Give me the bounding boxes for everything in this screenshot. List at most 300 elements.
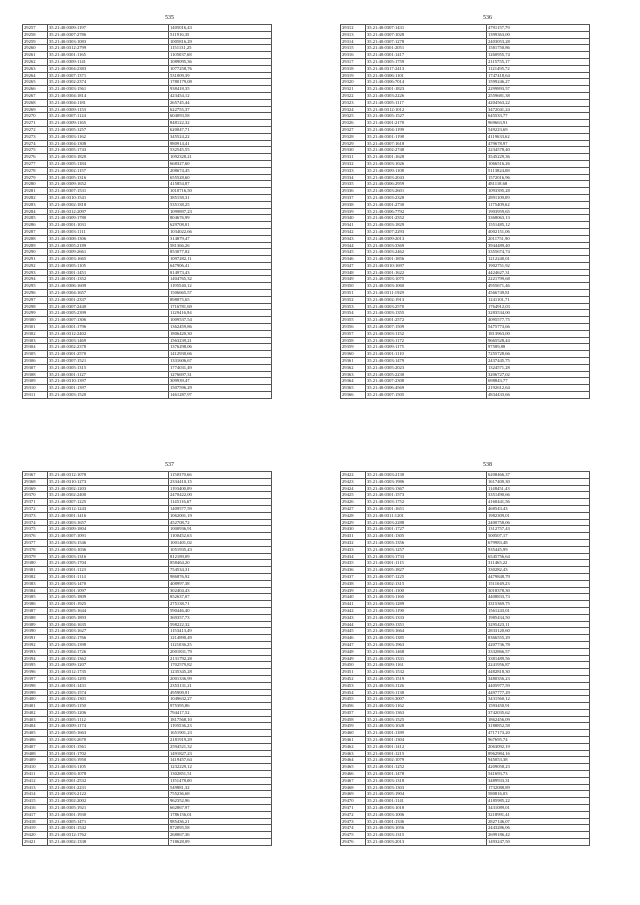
cadastral-value-cell: 479678,97 xyxy=(487,140,590,147)
cadastral-value-cell: 1985434,50 xyxy=(487,614,590,621)
row-number-cell: 29288 xyxy=(23,235,48,242)
cadastral-value-cell: 3355674,74 xyxy=(487,249,590,256)
row-number-cell: 29445 xyxy=(341,628,366,635)
row-number-cell: 29474 xyxy=(341,825,366,832)
cadastral-value-cell: 4955671,46 xyxy=(487,283,590,290)
cadastral-number-cell: 35.21:40:0310:1273 xyxy=(48,478,169,485)
cadastral-value-cell: 1902751,92 xyxy=(487,262,590,269)
cadastral-number-cell: 35.21:40:0304:1726 xyxy=(48,648,169,655)
cadastral-number-cell: 35.21:40:0301:1417 xyxy=(366,52,487,59)
document-page xyxy=(340,14,635,399)
cadastral-number-cell: 35.21:40:0309:2661 xyxy=(48,249,169,256)
cadastral-number-cell: 35.21:40:0301:1561 xyxy=(48,743,169,750)
cadastral-value-cell: 1461287,97 xyxy=(169,392,272,399)
cadastral-number-cell: 35.21:40:0304:1199 xyxy=(366,126,487,133)
table-row xyxy=(341,655,590,662)
cadastral-number-cell: 35.21:40:0303:1315 xyxy=(366,832,487,839)
row-number-cell: 29267 xyxy=(23,92,48,99)
cadastral-number-cell: 35.21:40:0303:2122 xyxy=(48,791,169,798)
cadastral-number-cell: 35.21:40:0303:1950 xyxy=(48,757,169,764)
cadastral-value-cell: 531009,39 xyxy=(169,72,272,79)
cadastral-value-cell: 5113824,08 xyxy=(487,167,590,174)
row-number-cell: 29354 xyxy=(341,310,366,317)
row-number-cell: 29300 xyxy=(23,317,48,324)
row-number-cell: 29295 xyxy=(23,283,48,290)
table-row xyxy=(341,72,590,79)
cadastral-number-cell: 35.21:40:0303:1026 xyxy=(366,160,487,167)
cadastral-value-cell: 1099897,23 xyxy=(169,208,272,215)
table-row xyxy=(23,709,272,716)
table-row xyxy=(23,147,272,154)
cadastral-value-cell: 2891109,09 xyxy=(487,194,590,201)
row-number-cell: 29270 xyxy=(23,113,48,120)
row-number-cell: 29360 xyxy=(341,351,366,358)
cadastral-number-cell: 35.21:40:0312:2799 xyxy=(48,45,169,52)
row-number-cell: 29272 xyxy=(23,126,48,133)
table-row xyxy=(341,99,590,106)
cadastral-value-cell: 1786156,01 xyxy=(169,811,272,818)
row-number-cell: 29307 xyxy=(23,364,48,371)
cadastral-number-cell: 35.21:40:0303:1398 xyxy=(48,641,169,648)
cadastral-value-cell: 662867,97 xyxy=(169,805,272,812)
cadastral-value-cell: 4497777,29 xyxy=(487,689,590,696)
row-number-cell: 29304 xyxy=(23,344,48,351)
row-number-cell: 29461 xyxy=(341,737,366,744)
row-number-cell: 29424 xyxy=(341,485,366,492)
row-number-cell: 29275 xyxy=(23,147,48,154)
cadastral-number-cell: 35.21:40:0303:1295 xyxy=(48,675,169,682)
cadastral-value-cell: 2443286,06 xyxy=(487,825,590,832)
table-row xyxy=(341,86,590,93)
row-number-cell: 29362 xyxy=(341,364,366,371)
table-row xyxy=(23,553,272,560)
table-row xyxy=(341,167,590,174)
document-page xyxy=(22,461,317,846)
cadastral-value-cell: 4408833,73 xyxy=(487,594,590,601)
cadastral-number-cell: 35.21:40:0301:1114 xyxy=(48,573,169,580)
row-number-cell: 29434 xyxy=(341,553,366,560)
row-number-cell: 29393 xyxy=(23,648,48,655)
table-row xyxy=(23,358,272,365)
table-row xyxy=(341,79,590,86)
cadastral-number-cell: 35.21:40:0303:1733 xyxy=(366,553,487,560)
cadastral-number-cell: 35.21:40:0303:1469 xyxy=(48,337,169,344)
table-row xyxy=(23,215,272,222)
cadastral-number-cell: 35.21:40:0301:1123 xyxy=(48,567,169,574)
cadastral-number-cell: 35.21:40:0309:1652 xyxy=(48,181,169,188)
row-number-cell: 29390 xyxy=(23,628,48,635)
table-row xyxy=(23,580,272,587)
cadastral-value-cell: 1232229,12 xyxy=(169,764,272,771)
row-number-cell: 29366 xyxy=(341,392,366,399)
table-row xyxy=(23,310,272,317)
table-row xyxy=(23,635,272,642)
table-row xyxy=(341,567,590,574)
cadastral-number-cell: 35.21:40:0304:1635 xyxy=(48,621,169,628)
cadastral-value-cell: 935445,99 xyxy=(487,546,590,553)
cadastral-value-cell: 1195540,12 xyxy=(169,283,272,290)
row-number-cell: 29431 xyxy=(341,533,366,540)
cadastral-value-cell: 938418,35 xyxy=(169,86,272,93)
cadastral-number-cell: 35.21:40:0303:1006 xyxy=(366,811,487,818)
cadastral-value-cell: 2827146,07 xyxy=(487,818,590,825)
row-number-cell: 29312 xyxy=(341,25,366,32)
table-row xyxy=(341,614,590,621)
cadastral-number-cell: 35.21:40:0302:1766 xyxy=(48,635,169,642)
cadastral-number-cell: 35.21:40:0307:2440 xyxy=(48,303,169,310)
table-row xyxy=(341,641,590,648)
table-row xyxy=(23,641,272,648)
cadastral-number-cell: 35.21:40:0305:1206 xyxy=(48,709,169,716)
row-number-cell: 29302 xyxy=(23,330,48,337)
cadastral-number-cell: 35.21:40:0305:1743 xyxy=(48,147,169,154)
cadastral-value-cell: 1491827,23 xyxy=(169,750,272,757)
cadastral-number-cell: 35.21:40:0303:1028 xyxy=(366,723,487,730)
cadastral-value-cell: 3351490,66 xyxy=(487,492,590,499)
cadastral-number-cell: 35.21:40:0307:1225 xyxy=(366,573,487,580)
cadastral-number-cell: 35.21:40:0303:1561 xyxy=(48,86,169,93)
row-number-cell: 29370 xyxy=(23,492,48,499)
cadastral-number-cell: 35.21:40:0307:1531 xyxy=(48,188,169,195)
cadastral-value-cell: 3283534,00 xyxy=(487,310,590,317)
cadastral-value-cell: 452708,72 xyxy=(169,519,272,526)
cadastral-number-cell: 35.21:40:0301:1252 xyxy=(366,764,487,771)
table-row xyxy=(23,567,272,574)
cadastral-value-cell: 3188852,58 xyxy=(487,723,590,730)
cadastral-number-cell: 35.21:40:0301:1336 xyxy=(366,818,487,825)
cadastral-value-cell: 581366,26 xyxy=(169,242,272,249)
cadastral-number-cell: 35.21:40:0305:1904 xyxy=(366,791,487,798)
cadastral-value-cell: 2181919,29 xyxy=(169,737,272,744)
cadastral-number-cell: 35.21:40:0302:1362 xyxy=(48,655,169,662)
row-number-cell: 29318 xyxy=(341,65,366,72)
cadastral-value-cell: 812189,09 xyxy=(169,553,272,560)
row-number-cell: 29347 xyxy=(341,262,366,269)
row-number-cell: 29265 xyxy=(23,79,48,86)
table-row xyxy=(23,337,272,344)
table-row xyxy=(23,344,272,351)
cadastral-number-cell: 35.21:40:0303:1356 xyxy=(366,539,487,546)
row-number-cell: 29333 xyxy=(341,167,366,174)
table-row xyxy=(341,573,590,580)
cadastral-number-cell: 35.21:40:0303:1385 xyxy=(366,635,487,642)
table-row xyxy=(23,92,272,99)
row-number-cell: 29436 xyxy=(341,567,366,574)
cadastral-value-cell: 1813963,00 xyxy=(487,330,590,337)
table-row xyxy=(341,818,590,825)
cadastral-value-cell: 4479848,79 xyxy=(487,573,590,580)
row-number-cell: 29344 xyxy=(341,242,366,249)
cadastral-value-cell: 1151131,25 xyxy=(169,45,272,52)
row-number-cell: 29464 xyxy=(341,757,366,764)
row-number-cell: 29425 xyxy=(341,492,366,499)
cadastral-number-cell: 35.21:40:0301:1165 xyxy=(48,52,169,59)
row-number-cell: 29467 xyxy=(341,777,366,784)
cadastral-value-cell: 2001831,79 xyxy=(169,648,272,655)
cadastral-number-cell: 35.21:40:0312:2402 xyxy=(48,330,169,337)
row-number-cell: 29382 xyxy=(23,573,48,580)
cadastral-number-cell: 35.21:40:0301:2051 xyxy=(366,45,487,52)
cadastral-number-cell: 35.21:40:0303:1318 xyxy=(366,777,487,784)
table-row xyxy=(23,546,272,553)
cadastral-number-cell: 35.21:40:0301:1412 xyxy=(366,743,487,750)
cadastral-number-cell: 35.21:40:0301:1397 xyxy=(48,385,169,392)
cadastral-number-cell: 35.21:40:0301:2570 xyxy=(48,351,169,358)
row-number-cell: 29266 xyxy=(23,86,48,93)
row-number-cell: 29280 xyxy=(23,181,48,188)
row-number-cell: 29357 xyxy=(341,330,366,337)
cadastral-number-cell: 35.21:40:0309:1161 xyxy=(366,662,487,669)
cadastral-value-cell: 3742035,62 xyxy=(487,709,590,716)
row-number-cell: 29391 xyxy=(23,635,48,642)
table-row xyxy=(23,662,272,669)
cadastral-number-cell: 35.21:40:0312:1078 xyxy=(48,472,169,479)
cadastral-value-cell: 4482818,30 xyxy=(487,669,590,676)
table-row xyxy=(341,784,590,791)
cadastral-value-cell: 275138,71 xyxy=(169,601,272,608)
table-row xyxy=(23,472,272,479)
table-row xyxy=(341,519,590,526)
table-row xyxy=(341,669,590,676)
cadastral-number-cell: 35.21:40:0309:2013 xyxy=(366,235,487,242)
row-number-cell: 29259 xyxy=(23,38,48,45)
row-number-cell: 29328 xyxy=(341,133,366,140)
cadastral-value-cell: 1551485,12 xyxy=(487,222,590,229)
table-row xyxy=(23,832,272,839)
cadastral-value-cell: 1145116,67 xyxy=(169,499,272,506)
cadastral-value-cell: 541693,73 xyxy=(487,771,590,778)
cadastral-value-cell: 468543,43 xyxy=(487,505,590,512)
row-number-cell: 29263 xyxy=(23,65,48,72)
row-number-cell: 29345 xyxy=(341,249,366,256)
table-row xyxy=(341,580,590,587)
row-number-cell: 29427 xyxy=(341,505,366,512)
row-number-cell: 29412 xyxy=(23,777,48,784)
row-number-cell: 29473 xyxy=(341,818,366,825)
table-row xyxy=(23,791,272,798)
cadastral-number-cell: 35.21:40:0303:1126 xyxy=(366,682,487,689)
cadastral-number-cell: 35.21:40:0310:1697 xyxy=(366,262,487,269)
cadastral-value-cell: 1747418,64 xyxy=(487,72,590,79)
row-number-cell: 29277 xyxy=(23,160,48,167)
table-row xyxy=(23,716,272,723)
table-row xyxy=(23,324,272,331)
table-row xyxy=(341,662,590,669)
cadastral-value-cell: 1105037,68 xyxy=(169,52,272,59)
table-row xyxy=(341,385,590,392)
cadastral-number-cell: 35.21:40:0301:1796 xyxy=(48,324,169,331)
row-number-cell: 29418 xyxy=(23,818,48,825)
cadastral-number-cell: 35.21:40:0303:1111 xyxy=(48,228,169,235)
table-row xyxy=(341,154,590,161)
row-number-cell: 29468 xyxy=(341,784,366,791)
table-row xyxy=(341,113,590,120)
cadastral-value-cell: 8366555,29 xyxy=(487,635,590,642)
table-row xyxy=(23,696,272,703)
table-row xyxy=(23,539,272,546)
cadastral-number-cell: 35.21:40:0303:1289 xyxy=(366,601,487,608)
table-row xyxy=(23,52,272,59)
cadastral-value-table xyxy=(340,471,590,846)
row-number-cell: 29423 xyxy=(341,478,366,485)
row-number-cell: 29293 xyxy=(23,269,48,276)
cadastral-value-cell: 1563239,21 xyxy=(169,337,272,344)
table-row xyxy=(23,330,272,337)
table-row xyxy=(23,31,272,38)
table-row xyxy=(341,485,590,492)
table-row xyxy=(23,607,272,614)
row-number-cell: 29329 xyxy=(341,140,366,147)
cadastral-value-cell: 3545229,36 xyxy=(487,154,590,161)
cadastral-value-cell: 598222,32 xyxy=(169,621,272,628)
row-number-cell: 29454 xyxy=(341,689,366,696)
row-number-cell: 29303 xyxy=(23,337,48,344)
table-row xyxy=(23,140,272,147)
cadastral-number-cell: 35.21:40:0301:1100 xyxy=(366,587,487,594)
row-number-cell: 29301 xyxy=(23,324,48,331)
cadastral-value-cell: 549223,69 xyxy=(487,126,590,133)
table-row xyxy=(23,805,272,812)
cadastral-value-cell: 814973,43 xyxy=(169,269,272,276)
table-row xyxy=(341,25,590,32)
cadastral-number-cell: 35.21:40:0303:1574 xyxy=(48,689,169,696)
table-row xyxy=(341,283,590,290)
cadastral-value-cell: 1507596,29 xyxy=(169,385,272,392)
row-number-cell: 29399 xyxy=(23,689,48,696)
table-row xyxy=(23,669,272,676)
cadastral-number-cell: 35.21:40:0301:2730 xyxy=(366,201,487,208)
cadastral-number-cell: 35.21:40:0303:1138 xyxy=(366,689,487,696)
cadastral-number-cell: 35.21:40:0307:2308 xyxy=(366,378,487,385)
table-row xyxy=(23,682,272,689)
cadastral-number-cell: 35.21:40:0303:2462 xyxy=(366,249,487,256)
table-row xyxy=(23,757,272,764)
table-row xyxy=(341,730,590,737)
cadastral-number-cell: 35.21:40:0303:1546 xyxy=(48,539,169,546)
row-number-cell: 29403 xyxy=(23,716,48,723)
cadastral-number-cell: 35.21:40:0303:1190 xyxy=(366,607,487,614)
cadastral-number-cell: 35.21:40:0302:1301 xyxy=(48,696,169,703)
cadastral-value-cell: 1175409,62 xyxy=(487,201,590,208)
cadastral-number-cell: 35.21:40:0303:1172 xyxy=(366,337,487,344)
row-number-cell: 29336 xyxy=(341,188,366,195)
cadastral-number-cell: 35.21:40:0302:2002 xyxy=(48,798,169,805)
cadastral-value-cell: 4717173,20 xyxy=(487,730,590,737)
cadastral-value-cell: 962352,96 xyxy=(169,798,272,805)
row-number-cell: 29315 xyxy=(341,45,366,52)
table-row xyxy=(341,621,590,628)
table-row xyxy=(341,703,590,710)
document-page xyxy=(22,14,317,399)
cadastral-value-cell: 309939,47 xyxy=(169,378,272,385)
table-row xyxy=(23,505,272,512)
cadastral-number-cell: 35.21:40:0301:1304 xyxy=(366,737,487,744)
cadastral-number-cell: 35.21:40:0301:1115 xyxy=(366,560,487,567)
cadastral-value-cell: 1100452,63 xyxy=(169,533,272,540)
cadastral-number-cell: 35.21:40:0301:1215 xyxy=(366,750,487,757)
table-row xyxy=(341,133,590,140)
cadastral-number-cell: 35.21:40:0303:3369 xyxy=(366,242,487,249)
cadastral-value-cell: 2559681,38 xyxy=(487,92,590,99)
row-number-cell: 29290 xyxy=(23,249,48,256)
cadastral-number-cell: 35.21:40:0304:1814 xyxy=(48,92,169,99)
row-number-cell: 29475 xyxy=(341,832,366,839)
cadastral-value-cell: 532545,55 xyxy=(169,147,272,154)
row-number-cell: 29451 xyxy=(341,669,366,676)
row-number-cell: 29422 xyxy=(341,472,366,479)
cadastral-value-cell: 4405977,59 xyxy=(487,682,590,689)
table-row xyxy=(23,378,272,385)
table-row xyxy=(341,777,590,784)
table-row xyxy=(341,607,590,614)
cadastral-value-cell: 679983,48 xyxy=(487,539,590,546)
cadastral-value-cell: 1511049,23 xyxy=(487,580,590,587)
cadastral-number-cell: 35.21:40:0303:1303 xyxy=(366,784,487,791)
table-row xyxy=(341,628,590,635)
cadastral-value-table xyxy=(22,24,272,399)
cadastral-number-cell: 35.21:40:0312:1012 xyxy=(366,106,487,113)
table-row xyxy=(23,303,272,310)
row-number-cell: 29350 xyxy=(341,283,366,290)
cadastral-number-cell: 35.21:40:0301:1651 xyxy=(366,505,487,512)
row-number-cell: 29439 xyxy=(341,587,366,594)
row-number-cell: 29402 xyxy=(23,709,48,716)
cadastral-number-cell: 35.21:40:0303:1331 xyxy=(366,655,487,662)
cadastral-value-cell: 975395,86 xyxy=(169,703,272,710)
row-number-cell: 29426 xyxy=(341,499,366,506)
table-row xyxy=(23,392,272,399)
cadastral-value-cell: 3315369,75 xyxy=(487,601,590,608)
cadastral-number-cell: 35.21:40:0301:1823 xyxy=(366,86,487,93)
table-row xyxy=(341,478,590,485)
row-number-cell: 29323 xyxy=(341,99,366,106)
row-number-cell: 29410 xyxy=(23,764,48,771)
cadastral-value-cell: 369357,73 xyxy=(169,614,272,621)
row-number-cell: 29363 xyxy=(341,371,366,378)
cadastral-number-cell: 35.21:40:0307:1306 xyxy=(48,317,169,324)
table-row xyxy=(23,222,272,229)
cadastral-number-cell: 35.21:40:0303:1083 xyxy=(48,38,169,45)
cadastral-number-cell: 35.21:40:0303:1056 xyxy=(366,825,487,832)
table-row xyxy=(341,601,590,608)
row-number-cell: 29364 xyxy=(341,378,366,385)
cadastral-number-cell: 35.21:40:0305:2023 xyxy=(366,364,487,371)
cadastral-number-cell: 35.21:40:0303:1829 xyxy=(366,222,487,229)
cadastral-number-cell: 35.21:40:0302:1338 xyxy=(48,839,169,846)
table-row xyxy=(341,188,590,195)
table-row xyxy=(23,492,272,499)
row-number-cell: 29373 xyxy=(23,512,48,519)
cadastral-value-cell: 4185985,22 xyxy=(487,798,590,805)
cadastral-number-cell: 35.21:40:0307:1431 xyxy=(366,25,487,32)
row-number-cell: 29379 xyxy=(23,553,48,560)
table-row xyxy=(23,675,272,682)
table-row xyxy=(341,201,590,208)
cadastral-value-cell: 1493247,50 xyxy=(487,839,590,846)
cadastral-number-cell: 35.21:40:0305:1184 xyxy=(48,160,169,167)
table-row xyxy=(23,533,272,540)
table-row xyxy=(341,505,590,512)
cadastral-number-cell: 35.21:40:0303:1078 xyxy=(48,771,169,778)
cadastral-value-cell: 1049632,27 xyxy=(169,696,272,703)
document-page xyxy=(340,461,635,846)
cadastral-value-cell: 1093395,28 xyxy=(487,188,590,195)
cadastral-value-cell: 655528,60 xyxy=(169,174,272,181)
cadastral-value-cell: 853077,02 xyxy=(169,249,272,256)
row-number-cell: 29438 xyxy=(341,580,366,587)
cadastral-number-cell: 35.21:40:0303:1355 xyxy=(366,310,487,317)
table-row xyxy=(23,228,272,235)
